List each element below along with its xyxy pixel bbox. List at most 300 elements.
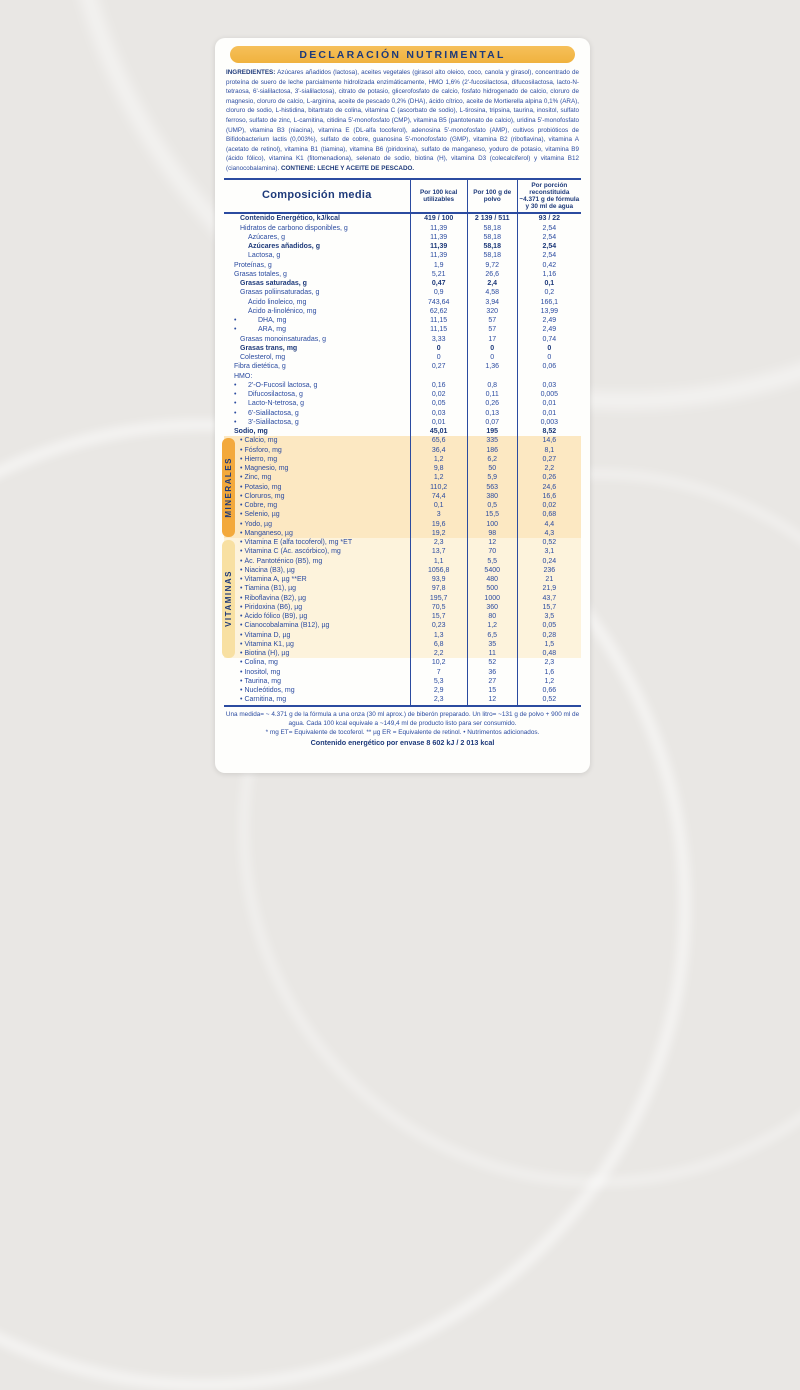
table-row	[224, 464, 581, 473]
nutrient-label: • Colina, mg	[240, 659, 278, 667]
table-row	[224, 381, 581, 390]
value-per-portion: 0,52	[517, 538, 581, 547]
value-per-100kcal: 19,2	[410, 529, 467, 538]
table-row	[224, 261, 581, 270]
table-row	[224, 621, 581, 630]
added-nutrient-bullet-icon: •	[240, 520, 243, 528]
table-row	[224, 603, 581, 612]
value-per-100g: 186	[467, 446, 517, 455]
value-per-100kcal: 743,64	[410, 298, 467, 307]
nutrient-label: • Piridoxina (B6), µg	[240, 603, 303, 611]
table-row	[224, 279, 581, 288]
value-per-portion: 0,24	[517, 557, 581, 566]
nutrient-label: • Vitamina A, µg **ER	[240, 576, 307, 584]
value-per-100g: 380	[467, 492, 517, 501]
value-per-100g: 57	[467, 316, 517, 325]
value-per-portion: 0,005	[517, 390, 581, 399]
nutrient-label: • Biotina (H), µg	[240, 650, 290, 658]
value-per-portion: 2,3	[517, 658, 581, 667]
added-nutrient-bullet-icon: •	[234, 317, 237, 325]
value-per-100kcal: 2,3	[410, 538, 467, 547]
value-per-100g: 15,5	[467, 510, 517, 519]
nutrient-label: • Inositol, mg	[240, 668, 281, 676]
table-row	[224, 483, 581, 492]
nutrient-label: • Selenio, µg	[240, 511, 280, 519]
value-per-portion: 2,49	[517, 316, 581, 325]
table-row	[224, 640, 581, 649]
table-row	[224, 557, 581, 566]
nutrient-label: • Difucosilactosa, g	[234, 391, 303, 399]
value-per-100kcal: 5,21	[410, 270, 467, 279]
value-per-portion: 16,6	[517, 492, 581, 501]
nutrient-label: • DHA, mg	[234, 317, 287, 325]
table-row	[224, 335, 581, 344]
added-nutrient-bullet-icon: •	[240, 640, 243, 648]
added-nutrient-bullet-icon: •	[240, 437, 243, 445]
added-nutrient-bullet-icon: •	[240, 613, 243, 621]
value-per-portion: 1,16	[517, 270, 581, 279]
value-per-portion: 0,1	[517, 279, 581, 288]
value-per-portion: 0,01	[517, 399, 581, 408]
minerals-tab-label: MINERALES	[224, 456, 233, 518]
added-nutrient-bullet-icon: •	[240, 687, 243, 695]
value-per-100g: 70	[467, 547, 517, 556]
value-per-100kcal: 1,3	[410, 631, 467, 640]
value-per-100kcal: 1,2	[410, 455, 467, 464]
ingredients-lead: INGREDIENTES:	[226, 69, 276, 76]
table-row	[224, 594, 581, 603]
value-per-100g: 0,07	[467, 418, 517, 427]
table-row	[224, 510, 581, 519]
value-per-portion: 0,28	[517, 631, 581, 640]
value-per-100kcal: 11,39	[410, 233, 467, 242]
nutrient-label: • Taurina, mg	[240, 677, 282, 685]
value-per-100kcal: 0,03	[410, 409, 467, 418]
value-per-100g: 36	[467, 668, 517, 677]
column-header-per-100kcal: Por 100 kcal utilizables	[410, 180, 467, 213]
added-nutrient-bullet-icon: •	[240, 659, 243, 667]
value-per-portion: 0,27	[517, 455, 581, 464]
value-per-100kcal: 195,7	[410, 594, 467, 603]
value-per-portion: 0,02	[517, 501, 581, 510]
value-per-portion: 0,01	[517, 409, 581, 418]
nutrient-label: Grasas totales, g	[234, 270, 287, 278]
value-per-portion: 13,99	[517, 307, 581, 316]
added-nutrient-bullet-icon: •	[240, 548, 243, 556]
table-row	[224, 658, 581, 667]
value-per-portion: 0,2	[517, 288, 581, 297]
value-per-portion: 43,7	[517, 594, 581, 603]
value-per-100g: 0,8	[467, 381, 517, 390]
table-row	[224, 288, 581, 297]
nutrient-label: • Hierro, mg	[240, 455, 278, 463]
value-per-100g: 17	[467, 335, 517, 344]
table-row	[224, 298, 581, 307]
value-per-portion: 4,3	[517, 529, 581, 538]
added-nutrient-bullet-icon: •	[234, 418, 237, 426]
table-row	[224, 455, 581, 464]
table-row	[224, 353, 581, 362]
value-per-portion: 15,7	[517, 603, 581, 612]
value-per-100g: 2,4	[467, 279, 517, 288]
table-row	[224, 270, 581, 279]
nutrient-label: • Calcio, mg	[240, 437, 278, 445]
value-per-100kcal: 97,8	[410, 584, 467, 593]
table-row	[224, 492, 581, 501]
value-per-100g: 35	[467, 640, 517, 649]
table-row	[224, 446, 581, 455]
value-per-100g: 480	[467, 575, 517, 584]
nutrient-label: Hidratos de carbono disponibles, g	[240, 224, 348, 232]
value-per-portion: 0,42	[517, 261, 581, 270]
nutrient-label: • Ác. Pantoténico (B5), mg	[240, 557, 323, 565]
nutrition-declaration-banner	[230, 46, 575, 63]
nutrient-label: • Niacina (B3), µg	[240, 566, 295, 574]
table-row	[224, 584, 581, 593]
value-per-100kcal: 11,39	[410, 242, 467, 251]
value-per-portion: 0,05	[517, 621, 581, 630]
value-per-100g: 11	[467, 649, 517, 658]
value-per-portion: 14,6	[517, 436, 581, 445]
nutrient-label: • Yodo, µg	[240, 520, 272, 528]
table-row	[224, 214, 581, 223]
value-per-portion: 1,2	[517, 677, 581, 686]
nutrient-label: • Manganeso, µg	[240, 529, 293, 537]
nutrient-label: Grasas poliinsaturadas, g	[240, 289, 320, 297]
value-per-100g: 12	[467, 538, 517, 547]
value-per-100kcal: 93,9	[410, 575, 467, 584]
value-per-100kcal: 65,6	[410, 436, 467, 445]
value-per-portion: 3,5	[517, 612, 581, 621]
value-per-100g: 3,94	[467, 298, 517, 307]
added-nutrient-bullet-icon: •	[240, 696, 243, 704]
value-per-portion: 236	[517, 566, 581, 575]
value-per-100g	[467, 372, 517, 381]
column-header-per-100g: Por 100 g de polvo	[467, 180, 517, 213]
value-per-100kcal: 10,2	[410, 658, 467, 667]
nutrient-label: • ARA, mg	[234, 326, 287, 334]
value-per-100g: 26,6	[467, 270, 517, 279]
value-per-100g: 500	[467, 584, 517, 593]
value-per-100kcal: 6,8	[410, 640, 467, 649]
value-per-100g: 0,26	[467, 399, 517, 408]
ingredients-body: Azúcares añadidos (lactosa), aceites vegetales (girasol alto oleico, coco, canola y girasol), concentrado de proteína de suero de leche parcialmente hidrolizada enzimáticamente, HMO 1,6% (2'-fucosilactosa, difucosilactosa, lacto-N-tetraosa, 6'-sialilactosa, 3'-sialilactosa), citrato de potasio, glicerofosfato de calcio, fosfato hidrogenado de calcio, cloruro de magnesio, cloruro de calcio, L-arginina, aceite de pescado 0,2% (DHA), ácido cítrico, aceite de Mortierella alpina 0,1% (ARA), cloruro de sodio, L-histidina, bitartrato de colina, vitamina C (ascorbato de sodio), L-tirosina, tripsina, taurina, inositol, sulfato ferroso, sulfato de zinc, L-carnitina, citidina 5'-monofosfato (CMP), vitamina B5 (pantotenato de calcio), uridina 5'-monofosfato (UMP), vitamina B3 (niacina), vitamina E (DL-alfa tocoferol), adenosina 5'-monofosfato (AMP), cultivos probióticos de Bifidobacterium lactis (0,003%), sulfato de cobre, guanosina 5'-monofosfato (GMP), vitamina B2 (riboflavina), vitamina A (acetato de retinol), vitamina B1 (tiamina), vitamina B6 (piridoxina), sulfato de manganeso, yoduro de potasio, vitamina B9 (ácido fólico), vitamina K1 (fitomenadiona), selenato de sodio, biotina (H), vitamina D3 (colecalciferol) y vitamina B12 (cianocobalamina).	[226, 69, 579, 172]
added-nutrient-bullet-icon: •	[240, 677, 243, 685]
nutrient-label: Lactosa, g	[248, 252, 281, 260]
nutrient-label: Fibra dietética, g	[234, 363, 286, 371]
added-nutrient-bullet-icon: •	[240, 529, 243, 537]
value-per-100g: 15	[467, 686, 517, 695]
value-per-100g: 5,9	[467, 473, 517, 482]
value-per-portion: 2,54	[517, 251, 581, 260]
value-per-100g: 2 139 / 511	[467, 214, 517, 223]
nutrient-label: Grasas trans, mg	[240, 344, 298, 352]
value-per-100g: 6,5	[467, 631, 517, 640]
value-per-portion: 1,5	[517, 640, 581, 649]
value-per-100g: 1,2	[467, 621, 517, 630]
table-row	[224, 538, 581, 547]
value-per-100kcal: 74,4	[410, 492, 467, 501]
table-row	[224, 362, 581, 371]
value-per-100kcal: 0,27	[410, 362, 467, 371]
nutrient-label: • Zinc, mg	[240, 474, 272, 482]
table-row	[224, 242, 581, 251]
added-nutrient-bullet-icon: •	[240, 502, 243, 510]
value-per-100g: 57	[467, 325, 517, 334]
nutrient-label: • 6'-Sialilactosa, g	[234, 409, 299, 417]
table-row	[224, 566, 581, 575]
value-per-100kcal: 7	[410, 668, 467, 677]
table-row	[224, 427, 581, 436]
value-per-portion: 0,68	[517, 510, 581, 519]
nutrient-label: • Tiamina (B1), µg	[240, 585, 297, 593]
table-row	[224, 520, 581, 529]
added-nutrient-bullet-icon: •	[240, 483, 243, 491]
value-per-100g: 0	[467, 344, 517, 353]
value-per-100g: 12	[467, 695, 517, 704]
added-nutrient-bullet-icon: •	[234, 409, 237, 417]
nutrient-label: • Ácido fólico (B9), µg	[240, 613, 308, 621]
value-per-100g: 6,2	[467, 455, 517, 464]
value-per-100kcal: 0,1	[410, 501, 467, 510]
abbreviations-note: * mg ET= Equivalente de tocoferol. ** µg ER = Equivalente de retinol. • Nutrimentos adicionados.	[265, 728, 540, 736]
value-per-portion: 0,06	[517, 362, 581, 371]
value-per-100g: 98	[467, 529, 517, 538]
added-nutrient-bullet-icon: •	[234, 391, 237, 399]
value-per-100kcal: 9,8	[410, 464, 467, 473]
added-nutrient-bullet-icon: •	[240, 511, 243, 519]
value-per-100kcal: 36,4	[410, 446, 467, 455]
vitamins-tab-label: VITAMINAS	[224, 570, 233, 627]
value-per-100g: 52	[467, 658, 517, 667]
value-per-100kcal: 11,15	[410, 325, 467, 334]
nutrient-label: Azúcares añadidos, g	[248, 243, 320, 251]
value-per-portion: 0	[517, 344, 581, 353]
value-per-portion: 2,54	[517, 233, 581, 242]
nutrient-label: Azúcares, g	[248, 233, 285, 241]
value-per-100kcal: 3	[410, 510, 467, 519]
value-per-100kcal: 45,01	[410, 427, 467, 436]
value-per-portion: 0,52	[517, 695, 581, 704]
table-row	[224, 686, 581, 695]
added-nutrient-bullet-icon: •	[240, 557, 243, 565]
value-per-100kcal: 2,3	[410, 695, 467, 704]
nutrient-label: Proteínas, g	[234, 261, 272, 269]
contains-statement: CONTIENE: LECHE Y ACEITE DE PESCADO.	[280, 164, 415, 172]
added-nutrient-bullet-icon: •	[240, 594, 243, 602]
added-nutrient-bullet-icon: •	[240, 631, 243, 639]
table-row	[224, 473, 581, 482]
nutrient-label: • Fósforo, mg	[240, 446, 282, 454]
added-nutrient-bullet-icon: •	[240, 446, 243, 454]
table-row	[224, 575, 581, 584]
value-per-portion: 8,52	[517, 427, 581, 436]
added-nutrient-bullet-icon: •	[240, 668, 243, 676]
added-nutrient-bullet-icon: •	[234, 381, 237, 389]
value-per-portion: 21	[517, 575, 581, 584]
table-row	[224, 418, 581, 427]
minerals-tab	[222, 438, 235, 537]
added-nutrient-bullet-icon: •	[240, 492, 243, 500]
table-row	[224, 631, 581, 640]
value-per-portion: 0,03	[517, 381, 581, 390]
value-per-100g: 360	[467, 603, 517, 612]
value-per-100kcal: 0	[410, 353, 467, 362]
nutrient-label: • Vitamina D, µg	[240, 631, 291, 639]
value-per-portion: 4,4	[517, 520, 581, 529]
added-nutrient-bullet-icon: •	[240, 465, 243, 473]
value-per-portion: 2,54	[517, 224, 581, 233]
table-row	[224, 372, 581, 381]
value-per-100kcal: 0,01	[410, 418, 467, 427]
nutrient-label: Grasas saturadas, g	[240, 280, 307, 288]
value-per-100g: 1,36	[467, 362, 517, 371]
nutrient-label: • Lacto-N-tetrosa, g	[234, 400, 305, 408]
value-per-100kcal: 0,16	[410, 381, 467, 390]
table-row	[224, 677, 581, 686]
value-per-portion: 8,1	[517, 446, 581, 455]
nutrient-label: • Cloruros, mg	[240, 492, 285, 500]
table-row	[224, 325, 581, 334]
nutrient-label: • Riboflavina (B2), µg	[240, 594, 307, 602]
nutrient-label: • Cianocobalamina (B12), µg	[240, 622, 330, 630]
added-nutrient-bullet-icon: •	[240, 566, 243, 574]
nutrient-label: • Carnitina, mg	[240, 696, 287, 704]
table-row	[224, 529, 581, 538]
value-per-100g: 27	[467, 677, 517, 686]
table-header-row	[224, 178, 581, 215]
value-per-100kcal: 19,6	[410, 520, 467, 529]
ingredients-paragraph	[226, 68, 579, 174]
nutrient-label: • 3'-Sialilactosa, g	[234, 418, 299, 426]
added-nutrient-bullet-icon: •	[240, 650, 243, 658]
table-row	[224, 649, 581, 658]
value-per-portion: 93 / 22	[517, 214, 581, 223]
table-row	[224, 668, 581, 677]
value-per-100kcal: 1,1	[410, 557, 467, 566]
value-per-portion: 3,1	[517, 547, 581, 556]
column-header-per-portion: Por porción reconstituida ~4.371 g de fórmula y 30 ml de agua	[517, 180, 581, 213]
value-per-100g: 335	[467, 436, 517, 445]
value-per-100kcal: 0,05	[410, 399, 467, 408]
added-nutrient-bullet-icon: •	[234, 400, 237, 408]
value-per-100g: 195	[467, 427, 517, 436]
serving-note: Una medida= ~ 4.371 g de la fórmula a una onza (30 ml aprox.) de biberón preparado. Un litro= ~131 g de polvo + 900 ml de agua. Cada 100 kcal equivale a ~149,4 ml de producto listo para ser consumido.	[225, 710, 580, 727]
value-per-100kcal: 0,23	[410, 621, 467, 630]
product-label-card	[215, 38, 590, 773]
value-per-portion: 0,003	[517, 418, 581, 427]
value-per-portion	[517, 372, 581, 381]
table-row	[224, 547, 581, 556]
added-nutrient-bullet-icon: •	[240, 455, 243, 463]
value-per-portion: 0,74	[517, 335, 581, 344]
value-per-100kcal: 1,2	[410, 473, 467, 482]
energy-per-package-note: Contenido energético por envase 8 602 kJ / 2 013 kcal	[310, 737, 495, 747]
value-per-portion: 0,66	[517, 686, 581, 695]
nutrient-label: Sodio, mg	[234, 428, 268, 436]
table-row	[224, 307, 581, 316]
value-per-100g: 0	[467, 353, 517, 362]
table-rows	[224, 214, 581, 706]
value-per-100kcal: 1056,8	[410, 566, 467, 575]
banner-title: DECLARACIÓN NUTRIMENTAL	[299, 48, 506, 61]
value-per-100g: 50	[467, 464, 517, 473]
value-per-100kcal	[410, 372, 467, 381]
value-per-100kcal: 11,39	[410, 251, 467, 260]
nutrient-label: HMO:	[234, 372, 253, 380]
value-per-portion: 0	[517, 353, 581, 362]
nutrient-label: • Potasio, mg	[240, 483, 282, 491]
table-row	[224, 409, 581, 418]
value-per-100kcal: 0	[410, 344, 467, 353]
value-per-portion: 166,1	[517, 298, 581, 307]
nutrient-label: Contenido Energético, kJ/kcal	[240, 215, 340, 223]
value-per-100g: 5,5	[467, 557, 517, 566]
value-per-portion: 24,6	[517, 483, 581, 492]
added-nutrient-bullet-icon: •	[240, 539, 243, 547]
composition-table	[224, 178, 581, 707]
added-nutrient-bullet-icon: •	[240, 576, 243, 584]
value-per-100g: 563	[467, 483, 517, 492]
value-per-100kcal: 2,9	[410, 686, 467, 695]
nutrient-label: • 2'-O-Fucosil lactosa, g	[234, 381, 318, 389]
value-per-portion: 2,2	[517, 464, 581, 473]
value-per-100g: 0,11	[467, 390, 517, 399]
nutrient-label: Grasas monoinsaturadas, g	[240, 335, 326, 343]
value-per-100kcal: 11,39	[410, 224, 467, 233]
value-per-100g: 100	[467, 520, 517, 529]
table-row	[224, 251, 581, 260]
value-per-100g: 80	[467, 612, 517, 621]
value-per-100kcal: 419 / 100	[410, 214, 467, 223]
nutrient-label: • Nucleótidos, mg	[240, 687, 295, 695]
table-row	[224, 436, 581, 445]
column-header-composition: Composición media	[262, 189, 372, 202]
value-per-100g: 9,72	[467, 261, 517, 270]
value-per-portion: 0,48	[517, 649, 581, 658]
value-per-100kcal: 70,5	[410, 603, 467, 612]
table-row	[224, 612, 581, 621]
added-nutrient-bullet-icon: •	[240, 603, 243, 611]
value-per-portion: 1,6	[517, 668, 581, 677]
value-per-100kcal: 0,47	[410, 279, 467, 288]
value-per-100g: 4,58	[467, 288, 517, 297]
value-per-portion: 0,26	[517, 473, 581, 482]
nutrient-label: Ácido a-linolénico, mg	[248, 307, 317, 315]
table-row	[224, 501, 581, 510]
table-row	[224, 233, 581, 242]
value-per-100g: 0,5	[467, 501, 517, 510]
value-per-100kcal: 110,2	[410, 483, 467, 492]
value-per-100kcal: 5,3	[410, 677, 467, 686]
table-row	[224, 224, 581, 233]
nutrient-label: Colesterol, mg	[240, 354, 286, 362]
value-per-100kcal: 0,9	[410, 288, 467, 297]
value-per-100g: 1000	[467, 594, 517, 603]
value-per-100g: 58,18	[467, 224, 517, 233]
value-per-100g: 58,18	[467, 233, 517, 242]
value-per-100kcal: 2,2	[410, 649, 467, 658]
added-nutrient-bullet-icon: •	[240, 585, 243, 593]
table-row	[224, 344, 581, 353]
value-per-100kcal: 3,33	[410, 335, 467, 344]
nutrient-label: • Vitamina C (Ác. ascórbico), mg	[240, 548, 341, 556]
table-row	[224, 399, 581, 408]
added-nutrient-bullet-icon: •	[240, 622, 243, 630]
nutrient-label: • Vitamina K1, µg	[240, 640, 294, 648]
table-row	[224, 316, 581, 325]
value-per-100kcal: 15,7	[410, 612, 467, 621]
